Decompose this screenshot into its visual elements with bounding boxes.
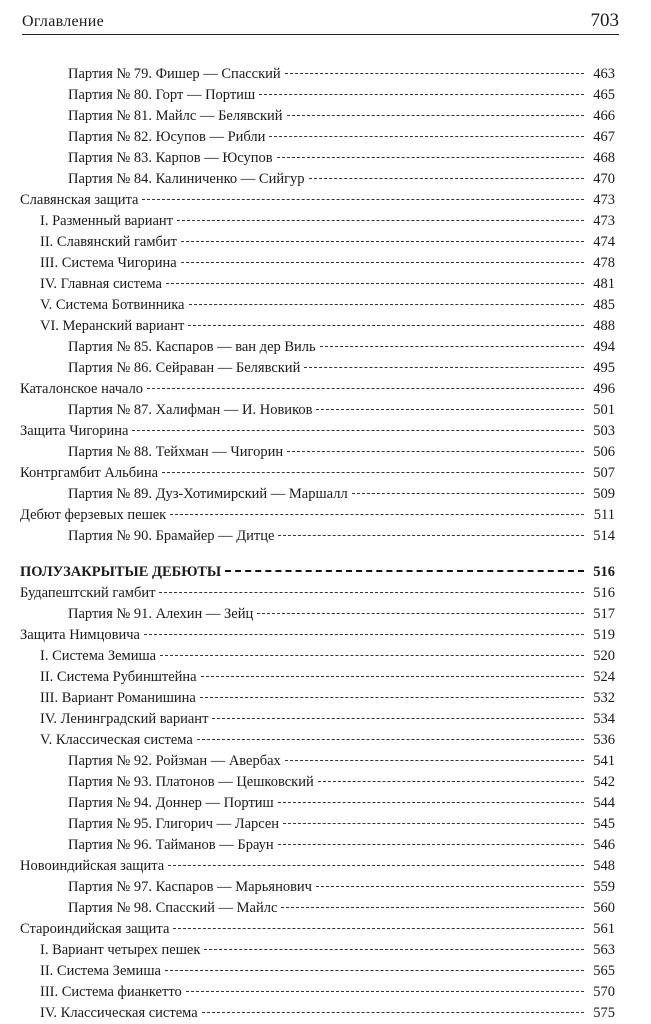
dot-leader <box>162 472 584 473</box>
toc-entry-title: Партия № 96. Тайманов — Браун <box>68 837 274 853</box>
toc-page-number: 520 <box>593 648 615 664</box>
toc-game-row[interactable] <box>20 358 615 379</box>
table-of-contents <box>20 64 615 1024</box>
toc-entry-title: IV. Ленинградский вариант <box>40 711 209 727</box>
toc-entry-title: Партия № 90. Брамайер — Дитце <box>68 528 275 544</box>
toc-entry-title: Контргамбит Альбина <box>20 465 159 481</box>
toc-game-row[interactable] <box>20 772 615 793</box>
toc-chapter-row[interactable] <box>20 505 615 526</box>
toc-page-number: 473 <box>593 213 615 229</box>
toc-page-number: 509 <box>593 486 615 502</box>
dot-leader <box>352 493 584 494</box>
toc-entry-title: Партия № 88. Тейхман — Чигорин <box>68 444 284 460</box>
toc-entry-title: III. Система фианкетто <box>40 984 182 1000</box>
toc-chapter-row[interactable] <box>20 190 615 211</box>
toc-entry-title: I. Система Земиша <box>40 648 157 664</box>
toc-entry-title: Партия № 94. Доннер — Портиш <box>68 795 274 811</box>
toc-entry-title: Партия № 83. Карпов — Юсупов <box>68 150 273 166</box>
toc-subchapter-row[interactable] <box>20 211 615 232</box>
dot-leader <box>160 655 584 656</box>
toc-entry-title: Партия № 80. Горт — Портиш <box>68 87 256 103</box>
toc-chapter-row[interactable] <box>20 919 615 940</box>
toc-page-number: 463 <box>593 66 615 82</box>
toc-entry-title: Партия № 84. Калиниченко — Сийгур <box>68 171 305 187</box>
toc-subchapter-row[interactable] <box>20 232 615 253</box>
toc-page-number: 546 <box>593 837 615 853</box>
toc-page-number: 511 <box>593 507 615 523</box>
toc-entry-title: Староиндийская защита <box>20 921 170 937</box>
toc-game-row[interactable] <box>20 793 615 814</box>
toc-page-number: 516 <box>593 564 615 580</box>
dot-leader <box>281 907 584 908</box>
toc-entry-title: Партия № 79. Фишер — Спасский <box>68 66 281 82</box>
toc-entry-title: Защита Нимцовича <box>20 627 140 643</box>
toc-subchapter-row[interactable] <box>20 961 615 982</box>
running-title: Оглавление <box>22 13 105 30</box>
toc-page-number: 470 <box>593 171 615 187</box>
dot-leader <box>283 823 584 824</box>
toc-page-number: 544 <box>593 795 615 811</box>
toc-game-row[interactable] <box>20 835 615 856</box>
toc-game-row[interactable] <box>20 64 615 85</box>
dot-leader <box>189 304 585 305</box>
dot-leader <box>320 346 584 347</box>
toc-game-row[interactable] <box>20 877 615 898</box>
dot-leader <box>212 718 584 719</box>
dot-leader <box>285 760 584 761</box>
toc-entry-title: Партия № 95. Глигорич — Ларсен <box>68 816 280 832</box>
toc-subchapter-row[interactable] <box>20 940 615 961</box>
dot-leader <box>201 676 584 677</box>
dot-leader <box>257 613 584 614</box>
dot-leader <box>159 592 584 593</box>
toc-entry-title: Партия № 97. Каспаров — Марьянович <box>68 879 312 895</box>
toc-page-number: 559 <box>593 879 615 895</box>
toc-page-number: 565 <box>593 963 615 979</box>
toc-page-number: 473 <box>593 192 615 208</box>
toc-entry-title: Партия № 92. Ройзман — Авербах <box>68 753 281 769</box>
toc-game-row[interactable] <box>20 442 615 463</box>
toc-chapter-row[interactable] <box>20 625 615 646</box>
toc-entry-title: II. Система Земиша <box>40 963 161 979</box>
dot-leader <box>181 241 584 242</box>
toc-page-number: 516 <box>593 585 615 601</box>
toc-entry-title: I. Вариант четырех пешек <box>40 942 201 958</box>
toc-page-number: 467 <box>593 129 615 145</box>
toc-game-row[interactable] <box>20 604 615 625</box>
toc-chapter-row[interactable] <box>20 856 615 877</box>
dot-leader <box>304 367 584 368</box>
toc-entry-title: Защита Чигорина <box>20 423 129 439</box>
toc-subchapter-row[interactable] <box>20 709 615 730</box>
toc-chapter-row[interactable] <box>20 421 615 442</box>
toc-page-number: 532 <box>593 690 615 706</box>
dot-leader <box>287 451 584 452</box>
toc-subchapter-row[interactable] <box>20 253 615 274</box>
dot-leader <box>278 802 584 803</box>
toc-subchapter-row[interactable] <box>20 688 615 709</box>
dot-leader <box>204 949 584 950</box>
toc-game-row[interactable] <box>20 751 615 772</box>
toc-page-number: 506 <box>593 444 615 460</box>
dot-leader <box>132 430 584 431</box>
toc-entry-title: Каталонское начало <box>20 381 144 397</box>
toc-entry-title: IV. Главная система <box>40 276 162 292</box>
toc-subchapter-row[interactable] <box>20 274 615 295</box>
dot-leader <box>147 388 584 389</box>
toc-entry-title: Славянская защита <box>20 192 139 208</box>
toc-game-row[interactable] <box>20 484 615 505</box>
dot-leader <box>316 409 584 410</box>
dot-leader <box>278 844 584 845</box>
toc-page-number: 501 <box>593 402 615 418</box>
toc-game-row[interactable] <box>20 85 615 106</box>
toc-entry-title: V. Классическая система <box>40 732 193 748</box>
toc-entry-title: Будапештский гамбит <box>20 585 156 601</box>
toc-subchapter-row[interactable] <box>20 667 615 688</box>
toc-game-row[interactable] <box>20 400 615 421</box>
toc-page-number: 560 <box>593 900 615 916</box>
toc-entry-title: III. Система Чигорина <box>40 255 177 271</box>
toc-page-number: 542 <box>593 774 615 790</box>
toc-game-row[interactable] <box>20 337 615 358</box>
toc-page-number: 468 <box>593 150 615 166</box>
dot-leader <box>186 991 584 992</box>
toc-chapter-row[interactable] <box>20 379 615 400</box>
toc-game-row[interactable] <box>20 127 615 148</box>
dot-leader <box>202 1012 584 1013</box>
toc-chapter-row[interactable] <box>20 583 615 604</box>
page-number: 703 <box>590 10 619 31</box>
section-gap <box>20 547 615 562</box>
toc-game-row[interactable] <box>20 169 615 190</box>
dot-leader <box>181 262 584 263</box>
toc-page-number: 534 <box>593 711 615 727</box>
toc-page-number: 517 <box>593 606 615 622</box>
toc-entry-title: Партия № 91. Алехин — Зейц <box>68 606 254 622</box>
toc-entry-title: II. Славянский гамбит <box>40 234 177 250</box>
toc-entry-title: Партия № 98. Спасский — Майлс <box>68 900 278 916</box>
toc-page-number: 478 <box>593 255 615 271</box>
dot-leader <box>309 178 584 179</box>
toc-entry-title: Партия № 93. Платонов — Цешковский <box>68 774 314 790</box>
toc-page-number: 503 <box>593 423 615 439</box>
dot-leader <box>188 325 584 326</box>
toc-entry-title: Новоиндийская защита <box>20 858 165 874</box>
dot-leader <box>142 199 584 200</box>
toc-entry-title: V. Система Ботвинника <box>40 297 185 313</box>
toc-entry-title: VI. Меранский вариант <box>40 318 185 334</box>
toc-subchapter-row[interactable] <box>20 295 615 316</box>
toc-chapter-row[interactable] <box>20 463 615 484</box>
toc-entry-title: III. Вариант Романишина <box>40 690 196 706</box>
dot-leader <box>225 570 584 572</box>
dot-leader <box>269 136 584 137</box>
dot-leader <box>170 514 584 515</box>
dot-leader <box>318 781 584 782</box>
dot-leader <box>144 634 584 635</box>
toc-page-number: 575 <box>593 1005 615 1021</box>
toc-entry-title: I. Разменный вариант <box>40 213 173 229</box>
toc-page-number: 545 <box>593 816 615 832</box>
toc-game-row[interactable] <box>20 106 615 127</box>
toc-game-row[interactable] <box>20 814 615 835</box>
toc-page-number: 563 <box>593 942 615 958</box>
toc-page-number: 561 <box>593 921 615 937</box>
toc-page-number: 524 <box>593 669 615 685</box>
toc-entry-title: Партия № 89. Дуз-Хотимирский — Маршалл <box>68 486 348 502</box>
toc-entry-title: Партия № 81. Майлс — Белявский <box>68 108 283 124</box>
toc-entry-title: Дебют ферзевых пешек <box>20 507 167 523</box>
page-header <box>22 8 619 35</box>
toc-entry-title: IV. Классическая система <box>40 1005 198 1021</box>
dot-leader <box>278 535 584 536</box>
toc-game-row[interactable] <box>20 898 615 919</box>
toc-subchapter-row[interactable] <box>20 646 615 667</box>
toc-game-row[interactable] <box>20 148 615 169</box>
toc-subchapter-row[interactable] <box>20 1003 615 1024</box>
toc-subchapter-row[interactable] <box>20 730 615 751</box>
toc-page-number: 541 <box>593 753 615 769</box>
toc-entry-title: Партия № 86. Сейраван — Белявский <box>68 360 301 376</box>
dot-leader <box>200 697 584 698</box>
toc-page-number: 536 <box>593 732 615 748</box>
toc-page-number: 570 <box>593 984 615 1000</box>
toc-page-number: 519 <box>593 627 615 643</box>
dot-leader <box>165 970 584 971</box>
toc-entry-title: Партия № 87. Халифман — И. Новиков <box>68 402 313 418</box>
toc-entry-title: Партия № 85. Каспаров — ван дер Виль <box>68 339 316 355</box>
dot-leader <box>259 94 584 95</box>
dot-leader <box>168 865 584 866</box>
dot-leader <box>277 157 584 158</box>
dot-leader <box>166 283 584 284</box>
toc-page-number: 494 <box>593 339 615 355</box>
dot-leader <box>285 73 584 74</box>
dot-leader <box>287 115 584 116</box>
toc-page-number: 465 <box>593 87 615 103</box>
dot-leader <box>197 739 584 740</box>
toc-page-number: 495 <box>593 360 615 376</box>
toc-page-number: 488 <box>593 318 615 334</box>
dot-leader <box>177 220 584 221</box>
toc-page-number: 548 <box>593 858 615 874</box>
toc-page-number: 485 <box>593 297 615 313</box>
toc-page-number: 496 <box>593 381 615 397</box>
toc-game-row[interactable] <box>20 526 615 547</box>
toc-section-row[interactable] <box>20 562 615 583</box>
toc-page-number: 474 <box>593 234 615 250</box>
dot-leader <box>316 886 584 887</box>
toc-entry-title: ПОЛУЗАКРЫТЫЕ ДЕБЮТЫ <box>20 564 222 580</box>
toc-subchapter-row[interactable] <box>20 316 615 337</box>
toc-page-number: 466 <box>593 108 615 124</box>
dot-leader <box>173 928 584 929</box>
toc-entry-title: II. Система Рубинштейна <box>40 669 197 685</box>
toc-entry-title: Партия № 82. Юсупов — Рибли <box>68 129 266 145</box>
toc-page-number: 481 <box>593 276 615 292</box>
toc-page-number: 507 <box>593 465 615 481</box>
toc-page-number: 514 <box>593 528 615 544</box>
